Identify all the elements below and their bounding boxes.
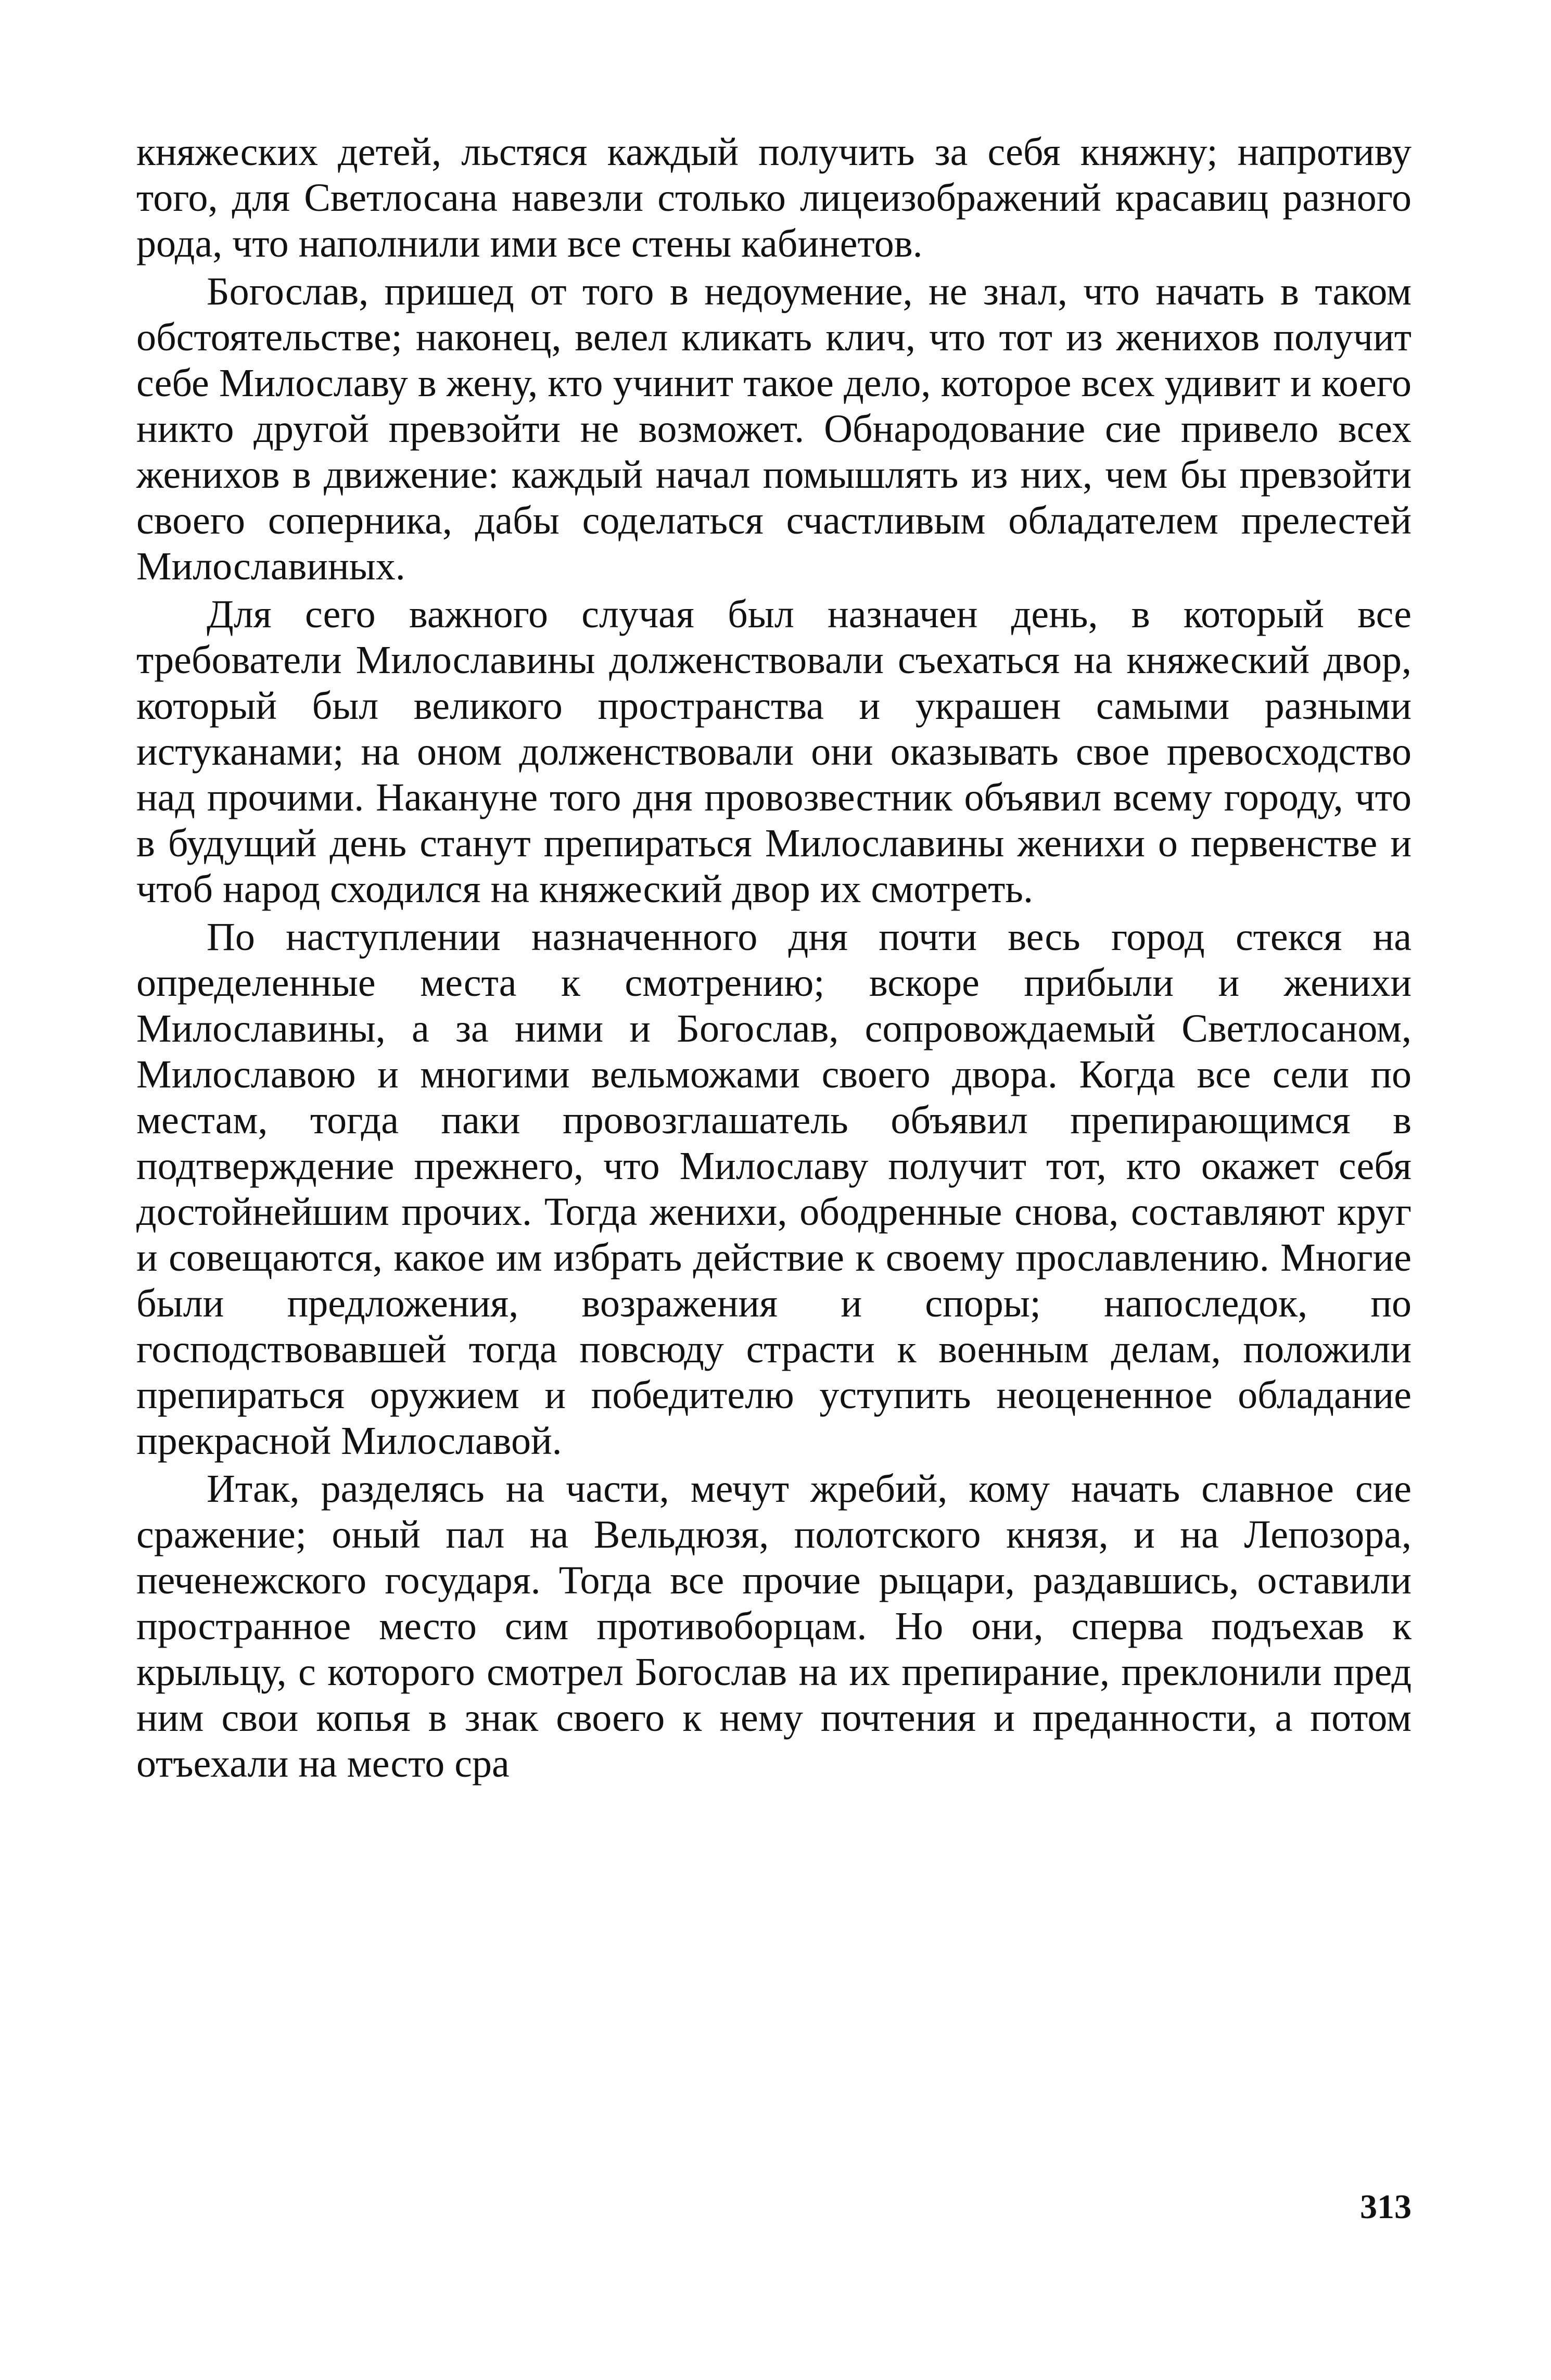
paragraph-2: Богослав, пришед от того в недоумение, не знал, что начать в таком обстоятельстве; наконец, велел кликать клич, что тот из женихов получит себе Милославу в жену, кто учинит такое дело, которое всех удивит и коего никто другой превзойти не возможет. Обнародование сие привело всех женихов в движение: каждый начал помышлять из них, чем бы превзойти своего соперника, дабы соделаться счастливым обладателем прелестей Милославиных. (136, 270, 1412, 588)
body-text (136, 129, 1412, 1787)
paragraph-4: По наступлении назначенного дня почти весь город стекся на определенные места к смотрению; вскоре прибыли и женихи Милославины, а за ними и Богослав, сопровождаемый Светлосаном, Милославою и многими вельможами своего двора. Когда все сели по местам, тогда паки провозглашатель объявил препирающимся в подтверждение прежнего, что Милославу получит тот, кто окажет себя достойнейшим прочих. Тогда женихи, ободренные снова, составляют круг и совещаются, какое им избрать действие к своему прославлению. Многие были предложения, возражения и споры; напоследок, по господствовавшей тогда повсюду страсти к военным делам, положили препираться оружием и победителю уступить неоцененное обладание прекрасной Милославой. (136, 915, 1412, 1463)
paragraph-5: Итак, разделясь на части, мечут жребий, кому начать славное сие сражение; оный пал на Вельдюзя, полотского князя, и на Лепозора, печенежского государя. Тогда все прочие рыцари, раздавшись, оставили пространное место сим противоборцам. Но они, сперва подъехав к крыльцу, с которого смотрел Богослав на их препирание, преклонили пред ним свои копья в знак своего к нему почтения и преданности, а потом отъехали на место сра (136, 1467, 1412, 1786)
paragraph-1: княжеских детей, льстяся каждый получить за себя княжну; напротиву того, для Светлосана навезли столько лицеизображений красавиц разного рода, что наполнили ими все стены кабинетов. (136, 130, 1412, 265)
page-number: 313 (1360, 2188, 1412, 2226)
paragraph-3: Для сего важного случая был назначен день, в который все требователи Милославины долженствовали съехаться на княжеский двор, который был великого пространства и украшен самыми разными истуканами; на оном долженствовали они оказывать свое превосходство над прочими. Накануне того дня провозвестник объявил всему городу, что в будущий день станут препираться Милославины женихи о первенстве и чтоб народ сходился на княжеский двор их смотреть. (136, 592, 1412, 911)
